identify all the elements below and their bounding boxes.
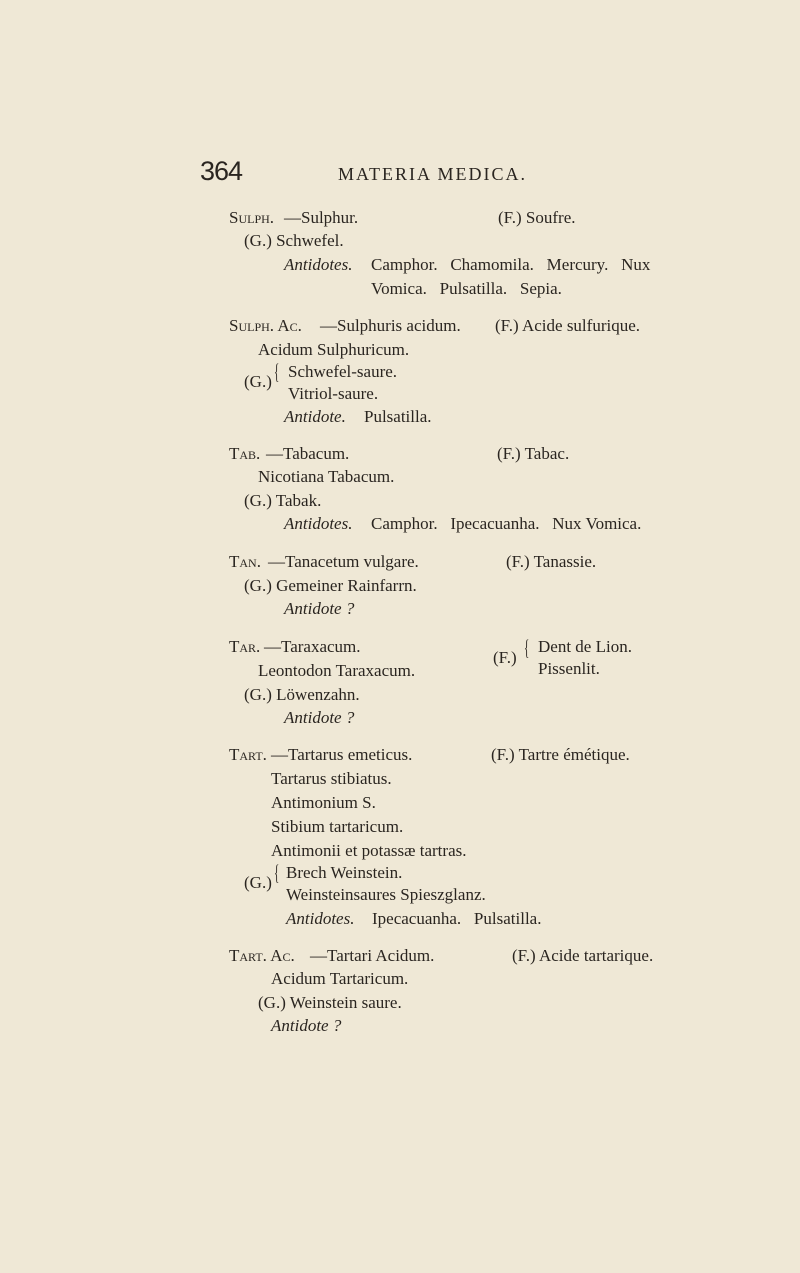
entry-tab-abbr: Tab. [229,444,261,463]
entry-tar-antidote: Antidote ? [284,708,355,727]
entry-tart-antidotes-label: Antidotes. [286,909,355,928]
entry-sulph-ac-antidote: Pulsatilla. [364,407,432,426]
entry-tan-antidote: Antidote ? [284,599,355,618]
entry-tart-synonym-4: Antimonii et potassæ tartras. [271,841,467,860]
entry-sulph-antidotes-line2: Vomica. Pulsatilla. Sepia. [371,279,562,298]
entry-tab-latin: —Tabacum. [266,444,350,463]
entry-sulph-ac-synonym: Acidum Sulphuricum. [258,340,410,359]
entry-sulph-ac-german-2: Vitriol-saure. [288,384,379,403]
entry-tart-antidotes: Ipecacuanha. Pulsatilla. [372,909,542,928]
entry-sulph-ac-german-tag: (G.) [244,372,272,391]
entry-tart-german-tag: (G.) [244,873,272,892]
entry-tart-german-1: Brech Weinstein. [286,863,403,882]
entry-tart-ac-latin: —Tartari Acidum. [310,946,435,965]
entry-sulph-ac-german-1: Schwefel-saure. [288,362,398,381]
entry-tan-german: (G.) Gemeiner Rainfarrn. [244,576,417,595]
entry-tart-ac-antidote: Antidote ? [271,1016,342,1035]
entry-tart-french: (F.) Tartre émétique. [491,745,630,764]
entry-sulph-ac-latin: —Sulphuris acidum. [320,316,461,335]
entry-tart-ac-german: (G.) Weinstein saure. [258,993,402,1012]
entry-sulph-ac-antidote-label: Antidote. [284,407,346,426]
entry-tart-synonym-2: Antimonium S. [271,793,376,812]
entry-tar-latin: —Taraxacum. [264,637,361,656]
running-title: MATERIA MEDICA. [338,164,528,184]
entry-sulph-ac-abbr: Sulph. Ac. [229,316,302,335]
entry-tart-ac-french: (F.) Acide tartarique. [512,946,654,965]
entry-tart-ac-abbr: Tart. Ac. [229,946,295,965]
page-number: 364 [200,156,243,186]
entry-sulph-french: (F.) Soufre. [498,208,576,227]
entry-tart-synonym-1: Tartarus stibiatus. [271,769,392,788]
entry-sulph-antidotes-line1: Camphor. Chamomila. Mercury. Nux [371,255,651,274]
entry-tar-french-tag: (F.) [493,648,517,667]
entry-tart-abbr: Tart. [229,745,267,764]
brace-icon: { [524,635,530,660]
entry-sulph-ac-french: (F.) Acide sulfurique. [495,316,640,335]
entry-tart-synonym-3: Stibium tartaricum. [271,817,404,836]
entry-tan-abbr: Tan. [229,552,261,571]
entry-tab-german: (G.) Tabak. [244,491,322,510]
entry-sulph-german: (G.) Schwefel. [244,231,344,250]
entry-tart-latin: —Tartarus emeticus. [271,745,413,764]
entry-tar-french-1: Dent de Lion. [538,637,632,656]
entry-sulph-latin: —Sulphur. [284,208,359,227]
entry-sulph-abbr: Sulph. [229,208,275,227]
entry-tar-french-2: Pissenlit. [538,659,600,678]
entry-tab-synonym: Nicotiana Tabacum. [258,467,395,486]
entry-tar-synonym: Leontodon Taraxacum. [258,661,416,680]
entry-sulph-antidotes-label: Antidotes. [284,255,353,274]
entry-tab-french: (F.) Tabac. [497,444,570,463]
entry-tar-german: (G.) Löwenzahn. [244,685,360,704]
entry-tart-german-2: Weinsteinsaures Spieszglanz. [286,885,486,904]
entry-tan-latin: —Tanacetum vulgare. [268,552,419,571]
entry-tan-french: (F.) Tanassie. [506,552,597,571]
entry-tab-antidotes-label: Antidotes. [284,514,353,533]
brace-icon: { [274,359,280,384]
entry-tar-abbr: Tar. [229,637,261,656]
entry-tab-antidotes: Camphor. Ipecacuanha. Nux Vomica. [371,514,642,533]
entry-tart-ac-synonym: Acidum Tartaricum. [271,969,409,988]
brace-icon: { [274,860,280,885]
